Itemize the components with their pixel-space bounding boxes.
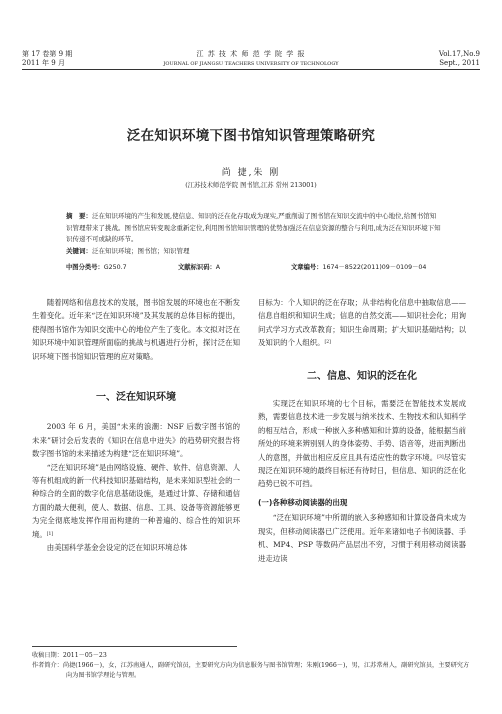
- subsection-heading: (一)各种移动阅读器的出现: [258, 497, 348, 507]
- footnote: [32, 651, 472, 681]
- abstract-text: 泛在知识环境的产生和发展,使信息、知识的泛在化存取成为现实,严重削弱了图书馆在知识交流中的中心地位,给图书馆知识管理带来了挑战。图书馆应转变观念重新定位,利用图书馆知识管理的优势加强泛在信息资源的整合与利用,成为泛在知识环境下知识传递不可或缺的环节。: [66, 212, 441, 244]
- citation-ref: [2]: [324, 340, 331, 346]
- received-date: 收稿日期：2011－05－23: [32, 652, 107, 659]
- intro-paragraph: 随着网络和信息技术的发展，图书馆发展的环境也在不断发生着变化。近年来“泛在知识环境”及其发展的总体目标的提出，使得图书馆作为知识交流中心的地位产生了变化。本文拟对泛在知识环境中知识管理所面临的挑战与机遇进行分析，探讨泛在知识环境下图书馆知识管理的应对策略。: [32, 298, 240, 361]
- abstract-label: 摘 要：: [66, 212, 92, 220]
- body-paragraph: “泛在知识环境”中所谓的嵌入多种感知和计算设备尚未成为现实，但移动阅读器已广泛使用。近年来诸如电子书阅读器、手机、MP4、PSP 等数码产品层出不穷，习惯于利用移动阅读器进走边读: [258, 513, 466, 563]
- journal-name-en: JOURNAL OF JIANGSU TEACHERS UNIVERSITY OF TECHNOLOGY: [163, 61, 339, 67]
- left-column: [32, 296, 240, 555]
- keywords-label: 关键词：: [66, 246, 92, 255]
- journal-name-cn: 江 苏 技 术 师 范 学 院 学 报: [196, 50, 306, 58]
- journal-issue: 第 17 卷第 9 期: [22, 50, 73, 58]
- citation-ref: [3]: [437, 454, 444, 460]
- section-heading-1: 一、泛在知识环境: [96, 392, 176, 404]
- article-affiliation: (江苏技术师范学院 图书馆,江苏 常州 213001): [185, 182, 317, 189]
- citation-ref: [1]: [46, 531, 54, 537]
- author-bio: 作者简介：尚捷(1966－)，女，江苏南通人，副研究馆员，主要研究方向为信息服务与图书馆管理；朱刚(1966－)，男，江苏常州人，副研究馆员，主要研究方向为图书馆学理论与管理。: [32, 662, 470, 679]
- abstract: [66, 211, 442, 257]
- clc-number: 中图分类号：G250.7: [66, 264, 127, 271]
- article-number: 文章编号：1674－8522(2011)09－0109－04: [291, 264, 427, 271]
- article-authors: 尚 捷,朱 刚: [221, 168, 281, 178]
- document-code: 文献标识码：A: [178, 264, 221, 271]
- footnote-rule: [32, 646, 237, 647]
- keywords: 泛在知识环境；图书馆；知识管理: [92, 246, 190, 255]
- body-paragraph: 2003 年 6 月，美国“未来的浪潮：NSF 后数字图书馆的未来”研讨会后发表的《知识在信息中迸失》的趋势研究报告将数字图书馆的未来描述为构建“泛在知识环境”。: [32, 422, 240, 459]
- right-column: [258, 296, 466, 565]
- volume-en: Vol.17,No.9: [438, 50, 480, 58]
- date-en: Sept., 2011: [439, 59, 480, 67]
- section-heading-2: 二、信息、知识的泛在化: [307, 370, 417, 382]
- journal-date: 2011 年 9 月: [22, 59, 65, 67]
- body-paragraph: 由美国科学基金会设定的泛在知识环境总体: [46, 543, 188, 553]
- body-paragraph: 实现泛在知识环境的七个目标，需要泛在智能技术发展成熟，需要信息技术进一步发展与纳米技术、生物技术和认知科学的相互结合，形成一种嵌入多种感知和计算的设备，能根据当前所处的环境来辨别别人的身体姿势、手势、语音等，进而判断出人的意图，并做出相应反应且具有适应性的数字环境。[3]尽管实现泛在知识环境的最终目标还有待时日，但信息、知识的泛在化趋势已锐不可挡。: [258, 399, 466, 489]
- body-paragraph: 目标为：个人知识的泛在存取；从非结构化信息中抽取信息——信息自组织和知识生成；信息的自然交流——知识社会化；用询问式学习方式改革教育；知识生命周期；扩大知识基础结构；以及知识的个人组织。[2]: [258, 298, 466, 348]
- body-paragraph: “泛在知识环境”是由网络设施、硬件、软件、信息资源、人等有机组成的新一代科技知识基础结构，是未来知识型社会的一种综合的全面的数字化信息基础设施，是通过计算、存储和通信方面的最大便利，使人、数据、信息、工具、设备等资源能够更为完全彻底地发挥作用而构建的一种普遍的、综合性的知识环境。[1]: [32, 462, 240, 539]
- header-rule: [22, 69, 480, 70]
- article-title: 泛在知识环境下图书馆知识管理策略研究: [126, 128, 376, 144]
